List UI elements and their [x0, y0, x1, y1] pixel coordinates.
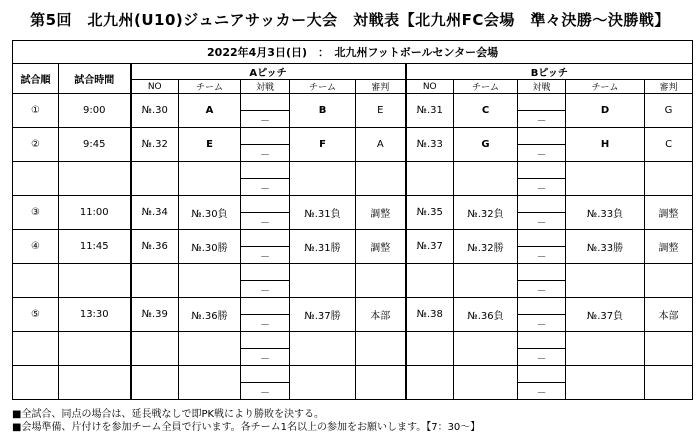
vs-top — [241, 162, 289, 178]
pitch-b-team2 — [566, 162, 645, 196]
pitch-a-no: №.36 — [131, 230, 179, 264]
vs-mark: － — [518, 246, 565, 263]
date-venue: 2022年4月3日(日) ： 北九州フットボールセンター会場 — [13, 41, 693, 64]
vs-top — [518, 298, 565, 314]
pitch-b-no: №.38 — [406, 298, 454, 332]
pitch-b-no — [406, 366, 454, 400]
pitch-b-vs — [518, 196, 566, 230]
pitch-a-ref: 本部 — [356, 298, 406, 332]
pitch-b-team1 — [454, 332, 518, 366]
pitch-a-vs — [241, 162, 290, 196]
vs-mark: － — [241, 110, 289, 127]
pitch-a-team2: F — [290, 128, 356, 162]
pitch-b-vs — [518, 366, 566, 400]
pitch-a-no — [131, 162, 179, 196]
pitch-a-team1 — [179, 162, 241, 196]
pitch-a-vs — [241, 264, 290, 298]
vs-mark: － — [518, 280, 565, 297]
pitch-a-team2: B — [290, 94, 356, 128]
pitch-a-team2 — [290, 332, 356, 366]
pitch-a-team2 — [290, 162, 356, 196]
pitch-b-team2: №.37負 — [566, 298, 645, 332]
pitch-a-ref — [356, 162, 406, 196]
match-time — [59, 332, 131, 366]
pitch-b-ref — [645, 332, 693, 366]
match-order: ③ — [13, 196, 59, 230]
pitch-b-ref: G — [645, 94, 693, 128]
pitch-a-vs — [241, 230, 290, 264]
pitch-b-no: №.35 — [406, 196, 454, 230]
pitch-b-vs — [518, 332, 566, 366]
vs-top — [241, 298, 289, 314]
vs-top — [518, 94, 565, 110]
notes — [12, 408, 692, 434]
pitch-a-team1: №.36勝 — [179, 298, 241, 332]
vs-mark: － — [241, 382, 289, 399]
vs-top — [241, 264, 289, 280]
pitch-a-ref: A — [356, 128, 406, 162]
pitch-b-ref: 調整 — [645, 230, 693, 264]
vs-mark: － — [518, 314, 565, 331]
table-row — [13, 128, 693, 162]
pitch-a-no — [131, 332, 179, 366]
match-time: 11:45 — [59, 230, 131, 264]
pitch-b-team1 — [454, 162, 518, 196]
pitch-b-team2: №.33勝 — [566, 230, 645, 264]
header-b-vs: 対戦 — [518, 80, 566, 94]
vs-top — [518, 162, 565, 178]
table-row — [13, 230, 693, 264]
vs-mark: － — [518, 144, 565, 161]
pitch-b-no — [406, 162, 454, 196]
header-pitch-b: Bピッチ — [406, 64, 693, 80]
match-order — [13, 366, 59, 400]
match-time — [59, 264, 131, 298]
pitch-a-team1: №.30負 — [179, 196, 241, 230]
pitch-a-vs — [241, 298, 290, 332]
pitch-b-vs — [518, 230, 566, 264]
pitch-b-vs — [518, 94, 566, 128]
pitch-b-ref — [645, 162, 693, 196]
pitch-b-no: №.33 — [406, 128, 454, 162]
table-row — [13, 94, 693, 128]
match-order — [13, 332, 59, 366]
match-time: 11:00 — [59, 196, 131, 230]
header-order: 試合順 — [13, 64, 59, 94]
pitch-b-ref — [645, 264, 693, 298]
pitch-b-team1: №.32負 — [454, 196, 518, 230]
pitch-a-no: №.39 — [131, 298, 179, 332]
pitch-b-team1: C — [454, 94, 518, 128]
vs-top — [241, 128, 289, 144]
page-title: 第5回 北九州(U10)ジュニアサッカー大会 対戦表【北九州FC会場 準々決勝～決勝戦】 — [30, 11, 670, 29]
match-time: 9:45 — [59, 128, 131, 162]
header-a-ref: 審判 — [356, 80, 406, 94]
pitch-a-ref: E — [356, 94, 406, 128]
match-time — [59, 366, 131, 400]
vs-mark: － — [241, 178, 289, 195]
pitch-a-team1: E — [179, 128, 241, 162]
pitch-a-ref: 調整 — [356, 230, 406, 264]
vs-mark: － — [518, 382, 565, 399]
pitch-b-ref: 調整 — [645, 196, 693, 230]
note-line: ■全試合、同点の場合は、延長戦なしで即PK戦により勝敗を決する。 — [12, 409, 325, 420]
vs-top — [241, 332, 289, 348]
match-order: ② — [13, 128, 59, 162]
vs-top — [241, 196, 289, 212]
pitch-b-team2 — [566, 264, 645, 298]
vs-mark: － — [518, 348, 565, 365]
vs-mark: － — [241, 348, 289, 365]
match-order — [13, 162, 59, 196]
vs-mark: － — [241, 212, 289, 229]
pitch-b-team2 — [566, 366, 645, 400]
pitch-a-vs — [241, 196, 290, 230]
table-row — [13, 264, 693, 298]
match-time: 13:30 — [59, 298, 131, 332]
pitch-b-team2 — [566, 332, 645, 366]
vs-mark: － — [241, 144, 289, 161]
header-a-team1: チーム — [179, 80, 241, 94]
pitch-a-no: №.30 — [131, 94, 179, 128]
pitch-b-team2: №.33負 — [566, 196, 645, 230]
pitch-b-vs — [518, 128, 566, 162]
match-order: ⑤ — [13, 298, 59, 332]
vs-mark: － — [518, 212, 565, 229]
pitch-a-ref — [356, 332, 406, 366]
header-pitch-a: Aピッチ — [131, 64, 406, 80]
pitch-a-team2: №.31勝 — [290, 230, 356, 264]
pitch-a-vs — [241, 366, 290, 400]
header-b-ref: 審判 — [645, 80, 693, 94]
pitch-b-team1: G — [454, 128, 518, 162]
note-line: ■会場準備、片付けを参加チーム全員で行います。各チーム1名以上の参加をお願いします。【7：30～】 — [12, 422, 481, 433]
pitch-b-no — [406, 264, 454, 298]
pitch-b-vs — [518, 162, 566, 196]
pitch-b-no: №.37 — [406, 230, 454, 264]
pitch-b-no: №.31 — [406, 94, 454, 128]
pitch-b-team1: №.32勝 — [454, 230, 518, 264]
pitch-a-team2: №.31負 — [290, 196, 356, 230]
vs-mark: － — [241, 246, 289, 263]
vs-top — [518, 332, 565, 348]
vs-mark: － — [518, 110, 565, 127]
vs-mark: － — [241, 314, 289, 331]
pitch-b-team2: D — [566, 94, 645, 128]
pitch-a-ref: 調整 — [356, 196, 406, 230]
pitch-a-vs — [241, 332, 290, 366]
pitch-b-team1 — [454, 366, 518, 400]
match-order: ① — [13, 94, 59, 128]
vs-top — [241, 230, 289, 246]
header-a-no: NO — [131, 80, 179, 94]
pitch-a-team2: №.37勝 — [290, 298, 356, 332]
pitch-a-vs — [241, 94, 290, 128]
pitch-a-vs — [241, 128, 290, 162]
pitch-b-ref: C — [645, 128, 693, 162]
pitch-b-vs — [518, 264, 566, 298]
pitch-a-no: №.34 — [131, 196, 179, 230]
table-row — [13, 366, 693, 400]
header-b-team2: チーム — [566, 80, 645, 94]
header-b-no: NO — [406, 80, 454, 94]
pitch-b-team1 — [454, 264, 518, 298]
pitch-a-team1: №.30勝 — [179, 230, 241, 264]
vs-mark: － — [241, 280, 289, 297]
pitch-a-team2 — [290, 264, 356, 298]
pitch-a-ref — [356, 366, 406, 400]
pitch-a-ref — [356, 264, 406, 298]
header-b-team1: チーム — [454, 80, 518, 94]
vs-top — [241, 366, 289, 382]
match-time: 9:00 — [59, 94, 131, 128]
pitch-b-ref: 本部 — [645, 298, 693, 332]
pitch-b-team2: H — [566, 128, 645, 162]
header-a-vs: 対戦 — [241, 80, 290, 94]
table-row — [13, 332, 693, 366]
match-time — [59, 162, 131, 196]
schedule-table — [12, 40, 693, 400]
pitch-b-team1: №.36負 — [454, 298, 518, 332]
vs-top — [241, 94, 289, 110]
pitch-b-ref — [645, 366, 693, 400]
header-time: 試合時間 — [59, 64, 131, 94]
pitch-a-team2 — [290, 366, 356, 400]
table-row — [13, 196, 693, 230]
pitch-a-no: №.32 — [131, 128, 179, 162]
vs-top — [518, 264, 565, 280]
header-a-team2: チーム — [290, 80, 356, 94]
vs-top — [518, 128, 565, 144]
match-order — [13, 264, 59, 298]
match-order: ④ — [13, 230, 59, 264]
pitch-b-no — [406, 332, 454, 366]
pitch-a-team1: A — [179, 94, 241, 128]
pitch-a-team1 — [179, 366, 241, 400]
vs-top — [518, 196, 565, 212]
pitch-b-vs — [518, 298, 566, 332]
vs-mark: － — [518, 178, 565, 195]
pitch-a-team1 — [179, 264, 241, 298]
table-row — [13, 298, 693, 332]
pitch-a-team1 — [179, 332, 241, 366]
table-row — [13, 162, 693, 196]
pitch-a-no — [131, 264, 179, 298]
vs-top — [518, 366, 565, 382]
pitch-a-no — [131, 366, 179, 400]
vs-top — [518, 230, 565, 246]
